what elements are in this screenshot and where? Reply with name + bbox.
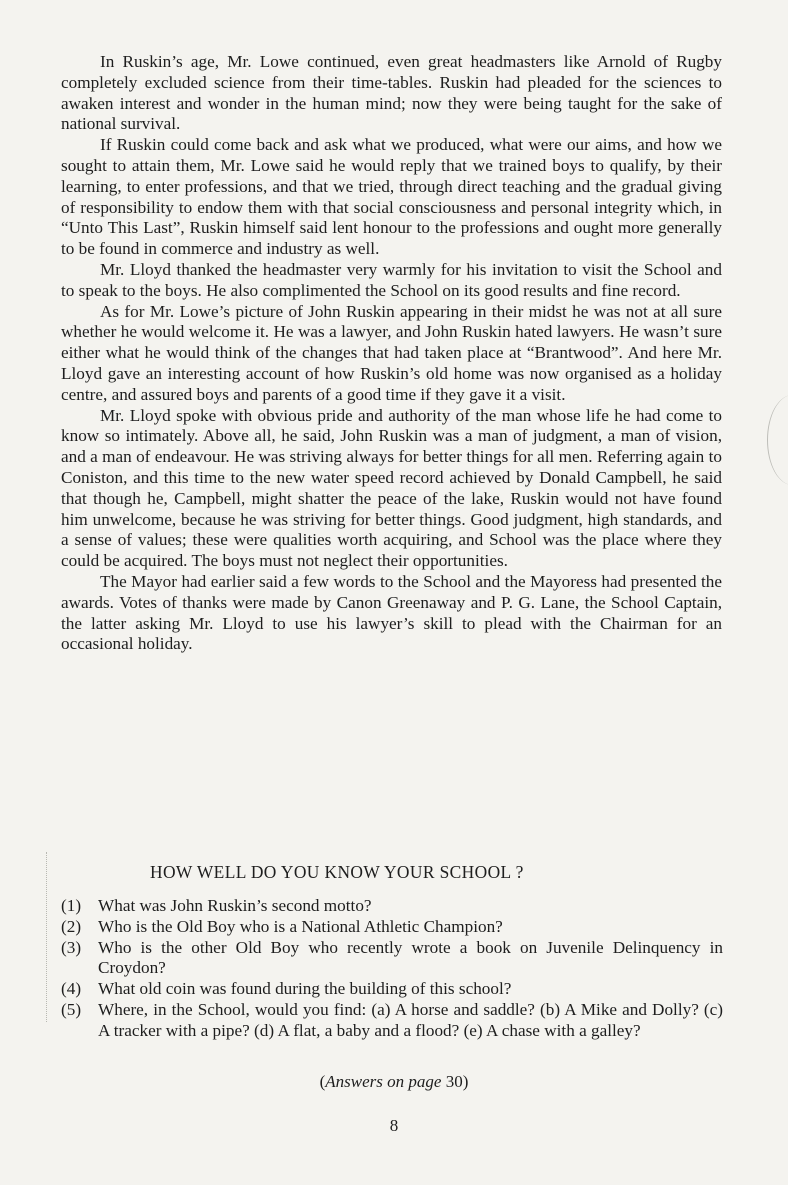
question-text: Where, in the School, would you find: (a) A horse and saddle? (b) A Mike and Dolly? (c) A tracker with a pipe? (d) A flat, a baby and a flood? (e) A chase with a galley? bbox=[98, 999, 723, 1040]
binding-marks bbox=[46, 852, 49, 1022]
question-text: Who is the other Old Boy who recently wrote a book on Juvenile Delinquency in Croydon? bbox=[98, 937, 723, 978]
question-number: (1) bbox=[61, 896, 82, 915]
question-number: (3) bbox=[61, 937, 82, 957]
answers-label: Answers on page bbox=[325, 1072, 442, 1091]
paragraph: In Ruskin’s age, Mr. Lowe continued, even great headmasters like Arnold of Rugby completely excluded science from their time-tables. Ruskin had pleaded for the sciences to awaken interest and wonder in the human mind; now they were being taught for the sake of national survival. bbox=[61, 52, 722, 134]
answers-page: 30) bbox=[441, 1072, 469, 1091]
question-text: What was John Ruskin’s second motto? bbox=[98, 896, 372, 915]
quiz-question bbox=[61, 979, 723, 1000]
page-number: 8 bbox=[389, 1116, 399, 1135]
question-text: Who is the Old Boy who is a National Athletic Champion? bbox=[98, 916, 503, 936]
paragraph: Mr. Lloyd spoke with obvious pride and authority of the man whose life he had come to know so intimately. Above all, he said, John Ruskin was a man of judgment, a man of vision, and a man of endeavour. He was striving always for better things for all men. Referring again to Coniston, and this time to the new water speed record achieved by Donald Campbell, he said that though he, Campbell, might shatter the peace of the lake, Ruskin would not have found him unwelcome, because he was striving for better things. Good judgment, high standards, and a sense of values; these were qualities worth acquiring, and School was the place where they could be acquired. The boys must not neglect their opportunities. bbox=[61, 405, 722, 571]
quiz-question bbox=[61, 1000, 723, 1042]
quiz-question bbox=[61, 896, 723, 917]
paragraph: As for Mr. Lowe’s picture of John Ruskin appearing in their midst he was not at all sure whether he would welcome it. He was a lawyer, and John Ruskin hated lawyers. He wasn’t sure either what he would think of the changes that had taken place at “Brantwood”. And here Mr. Lloyd gave an interesting account of how Ruskin’s old home was now organised as a holiday centre, and assured boys and parents of a good time if they gave it a visit. bbox=[61, 301, 722, 404]
page-edge-mark bbox=[767, 395, 788, 485]
question-text: What old coin was found during the building of this school? bbox=[98, 979, 512, 999]
question-number: (4) bbox=[61, 979, 82, 999]
question-number: (2) bbox=[61, 916, 82, 936]
question-number: (5) bbox=[61, 999, 82, 1019]
article-body bbox=[61, 52, 722, 655]
quiz-heading: HOW WELL DO YOU KNOW YOUR SCHOOL ? bbox=[150, 862, 524, 882]
paragraph: The Mayor had earlier said a few words to the School and the Mayoress had presented the awards. Votes of thanks were made by Canon Greenaway and P. G. Lane, the School Captain, the latter asking Mr. Lloyd to use his lawyer’s skill to plead with the Chairman for an occasional holiday. bbox=[61, 571, 722, 654]
quiz-question bbox=[61, 938, 723, 980]
paragraph: Mr. Lloyd thanked the headmaster very warmly for his invitation to visit the School and to speak to the boys. He also complimented the School on its good results and fine record. bbox=[61, 259, 722, 300]
quiz-question bbox=[61, 917, 723, 938]
paragraph: If Ruskin could come back and ask what we produced, what were our aims, and how we sought to attain them, Mr. Lowe said he would reply that we trained boys to qualify, by their learning, to enter professions, and that we tried, through direct teaching and the gradual giving of responsibility to endow them with that social consciousness and personal integrity which, in “Unto This Last”, Ruskin himself said lent honour to the professions and ought more generally to be found in commerce and industry as well. bbox=[61, 135, 722, 259]
quiz-questions bbox=[61, 896, 723, 1042]
answers-reference bbox=[0, 1072, 788, 1092]
answers-open: ( bbox=[319, 1072, 326, 1091]
